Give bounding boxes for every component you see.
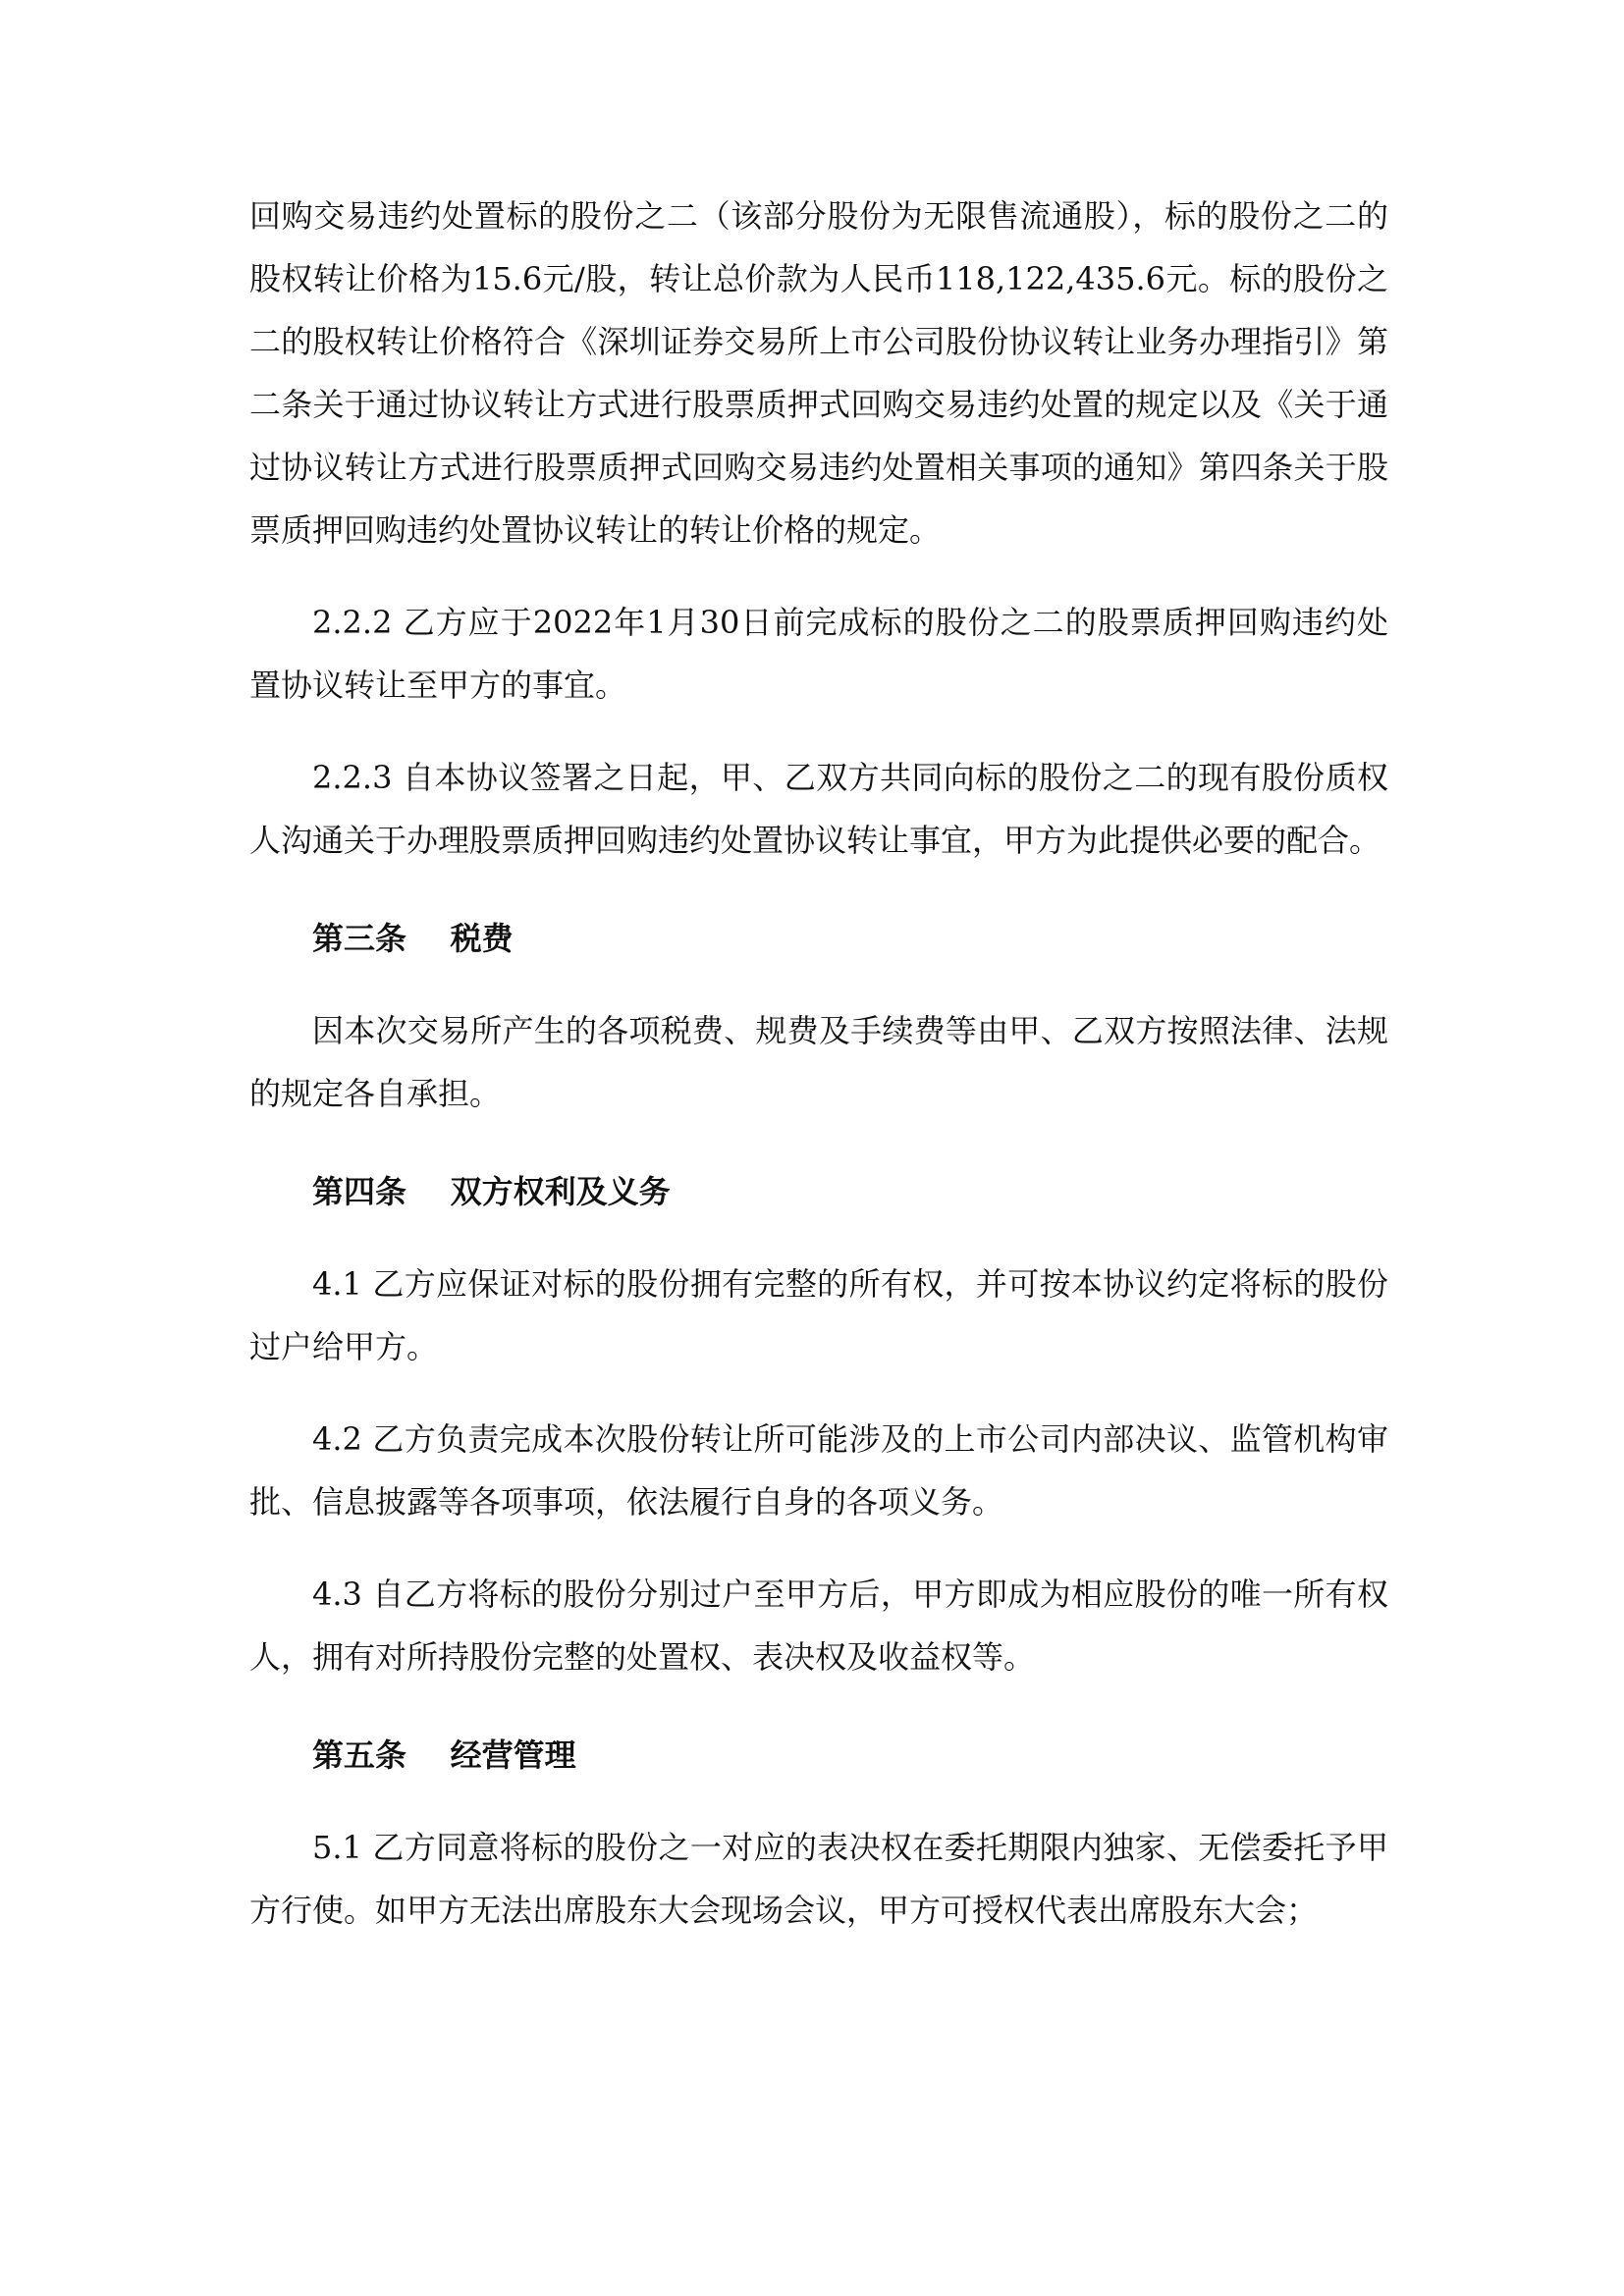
- article-4-heading: 第四条 双方权利及义务: [312, 1173, 671, 1210]
- paragraph-2-2-2: 2.2.2 乙方应于2022年1月30日前完成标的股份之二的股票质押回购违约处置协议转让至甲方的事宜。: [249, 604, 1388, 704]
- clause-4-3: 4.3 自乙方将标的股份分别过户至甲方后，甲方即成为相应股份的唯一所有权人，拥有对所持股份完整的处置权、表决权及收益权等。: [249, 1575, 1388, 1676]
- clause-4-1: 4.1 乙方应保证对标的股份拥有完整的所有权，并可按本协议约定将标的股份过户给甲方。: [249, 1265, 1388, 1365]
- paragraph-continued: 回购交易违约处置标的股份之二（该部分股份为无限售流通股），标的股份之二的股权转让价格为15.6元/股，转让总价款为人民币118,122,435.6元。标的股份之二的股权转让价格符合《深圳证券交易所上市公司股份协议转让业务办理指引》第二条关于通过协议转让方式进行股票质押式回购交易违约处置的规定以及《关于通过协议转让方式进行股票质押式回购交易违约处置相关事项的通知》第四条关于股票质押回购违约处置协议转让的转让价格的规定。: [249, 197, 1388, 549]
- article-5-heading: 第五条 经营管理: [312, 1736, 576, 1774]
- document-body: [249, 185, 1388, 1971]
- paragraph-2-2-3: 2.2.3 自本协议签署之日起，甲、乙双方共同向标的股份之二的现有股份质权人沟通关于办理股票质押回购违约处置协议转让事宜，甲方为此提供必要的配合。: [249, 759, 1388, 859]
- clause-4-2: 4.2 乙方负责完成本次股份转让所可能涉及的上市公司内部决议、监管机构审批、信息披露等各项事项，依法履行自身的各项义务。: [249, 1420, 1388, 1521]
- article-3-heading: 第三条 税费: [312, 920, 514, 957]
- clause-5-1: 5.1 乙方同意将标的股份之一对应的表决权在委托期限内独家、无偿委托予甲方行使。如甲方无法出席股东大会现场会议，甲方可授权代表出席股东大会；: [249, 1829, 1388, 1929]
- article-3-text: 因本次交易所产生的各项税费、规费及手续费等由甲、乙双方按照法律、法规的规定各自承担。: [249, 1012, 1388, 1112]
